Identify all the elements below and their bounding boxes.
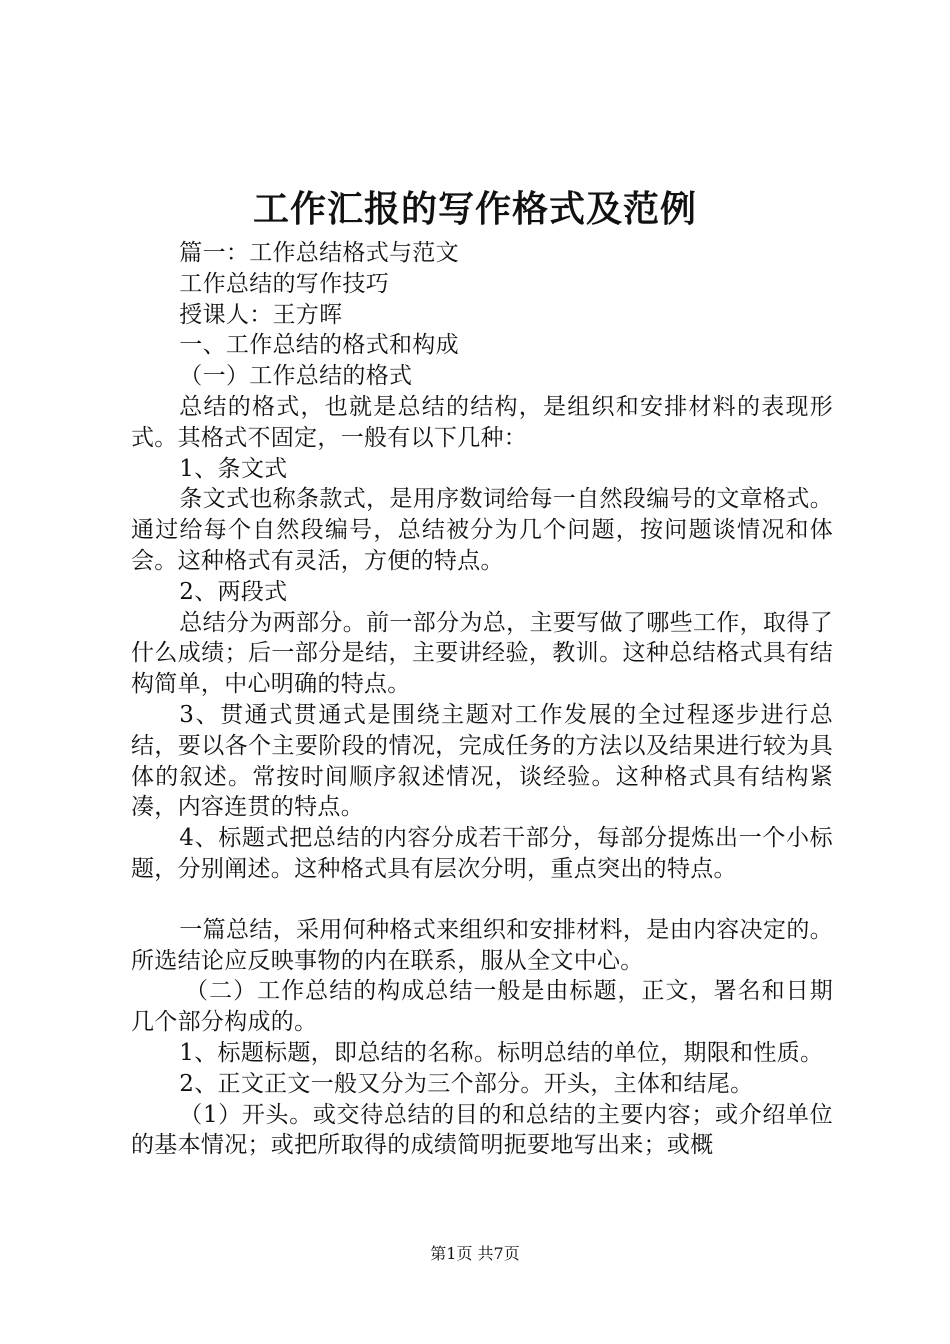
document-body xyxy=(131,238,833,1161)
paragraph: 总结的格式，也就是总结的结构，是组织和安排材料的表现形式。其格式不固定，一般有以下几种： xyxy=(131,393,833,451)
paragraph: 4、标题式把总结的内容分成若干部分，每部分提炼出一个小标题，分别阐述。这种格式具有层次分明，重点突出的特点。 xyxy=(131,825,833,882)
paragraph: 2、两段式 xyxy=(179,578,288,605)
document-title: 工作汇报的写作格式及范例 xyxy=(252,188,697,230)
paragraph: 工作总结的写作技巧 xyxy=(179,270,389,297)
paragraph: 1、条文式 xyxy=(179,455,288,482)
paragraph: 2、正文正文一般又分为三个部分。开头，主体和结尾。 xyxy=(179,1070,754,1097)
paragraph: 3、贯通式贯通式是围绕主题对工作发展的全过程逐步进行总结，要以各个主要阶段的情况，完成任务的方法以及结果进行较为具体的叙述。常按时间顺序叙述情况，谈经验。这种格式具有结构紧凑，内容连贯的特点。 xyxy=(131,701,833,821)
page-number-footer: 第1页 共7页 xyxy=(430,1244,520,1263)
paragraph: 总结分为两部分。前一部分为总，主要写做了哪些工作，取得了什么成绩；后一部分是结，主要讲经验，教训。这种总结格式具有结构简单，中心明确的特点。 xyxy=(131,609,833,698)
paragraph: （一）工作总结的格式 xyxy=(179,363,413,390)
paragraph: 1、标题标题，即总结的名称。标明总结的单位，期限和性质。 xyxy=(179,1039,824,1066)
paragraph: 一、工作总结的格式和构成 xyxy=(179,332,459,359)
paragraph: 一篇总结，采用何种格式来组织和安排材料，是由内容决定的。所选结论应反映事物的内在联系，服从全文中心。 xyxy=(131,916,833,974)
paragraph: 授课人：王方晖 xyxy=(179,301,343,328)
paragraph: （1）开头。或交待总结的目的和总结的主要内容；或介绍单位的基本情况；或把所取得的成绩简明扼要地写出来；或概 xyxy=(131,1101,833,1159)
paragraph: 篇一：工作总结格式与范文 xyxy=(179,240,459,266)
paragraph: 条文式也称条款式，是用序数词给每一自然段编号的文章格式。通过给每个自然段编号，总结被分为几个问题，按问题谈情况和体会。这种格式有灵活，方便的特点。 xyxy=(131,486,833,574)
paragraph: （二）工作总结的构成总结一般是由标题，正文，署名和日期几个部分构成的。 xyxy=(131,978,833,1036)
